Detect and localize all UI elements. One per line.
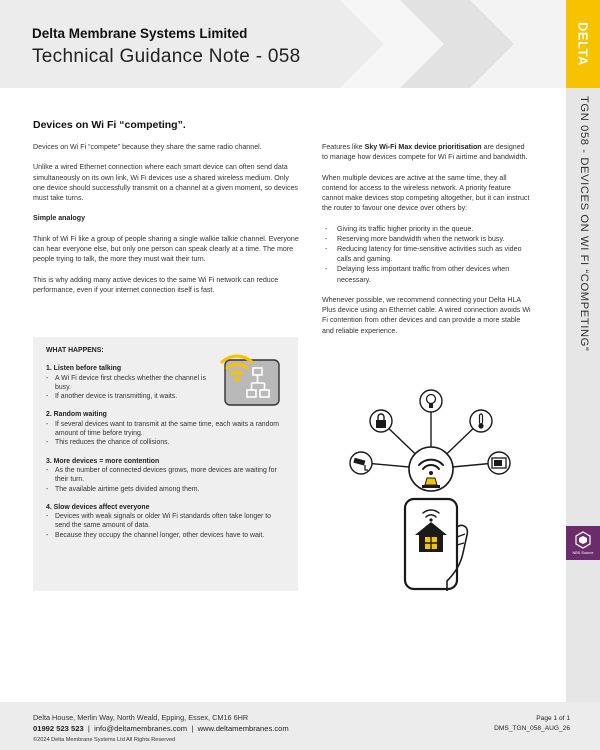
performance-paragraph: This is why adding many active devices to the same Wi Fi network can reduce performance, even if your internet connection itself is fast. (33, 275, 279, 294)
list-item: - Reducing latency for time-sensitive activities such as video calls and gaming. (325, 244, 532, 264)
step-4-list (46, 512, 285, 540)
step-2-list (46, 420, 285, 448)
step-4-title: 4. Slow devices affect everyone (46, 503, 150, 511)
step-3-list (46, 466, 285, 494)
footer-separator: | (85, 724, 93, 733)
step-3-title: 3. More devices = more contention (46, 457, 160, 465)
sidebar-vertical-text: TGN 058 - DEVICES ON WI FI “COMPETING” (578, 96, 590, 352)
list-item: - As the number of connected devices grows, more devices are waiting for their turn. (46, 466, 285, 485)
step-1-title: 1. Listen before talking (46, 365, 122, 373)
list-item: - If several devices want to transmit at the same time, each waits a random amount of time before trying. (46, 420, 285, 439)
microwave-device-icon (488, 452, 510, 474)
header-chevron-decoration (0, 0, 566, 88)
list-item: - This reduces the chance of collisions. (46, 438, 285, 447)
list-item: - If another device is transmitting, it waits. (46, 392, 206, 401)
contention-paragraph: When multiple devices are active at the same time, they all contend for access to the wireless network. A priority feature cannot make devices stop competing altogether, but it can instruct the router to favour one device over others by: (322, 173, 530, 213)
delta-logo (566, 0, 600, 88)
wifi-network-icon (219, 348, 281, 407)
list-item: - Delaying less important traffic from other devices when necessary. (325, 264, 532, 284)
footer (0, 702, 600, 750)
footer-email-link[interactable]: info@deltamembranes.com (94, 724, 188, 733)
document-reference: DMS_TGN_058_AUG_26 (494, 725, 570, 732)
smartphone-icon (405, 499, 467, 591)
footer-contact-line (33, 724, 289, 733)
section-title: Devices on Wi Fi “competing”. (33, 119, 186, 131)
company-name: Delta Membrane Systems Limited (32, 26, 248, 41)
nbs-badge-label: NBS Source (572, 551, 594, 555)
document-title: Technical Guidance Note - 058 (32, 46, 301, 67)
nbs-source-badge[interactable] (566, 526, 600, 560)
central-wifi-hub-icon (409, 447, 453, 491)
footer-address: Delta House, Merlin Way, North Weald, Epping, Essex, CM16 6HR (33, 713, 249, 722)
priority-feature-list (322, 224, 532, 285)
list-item: - Reserving more bandwidth when the network is busy. (325, 234, 532, 244)
delta-logo-text: DELTA (575, 22, 591, 66)
simple-analogy-heading: Simple analogy (33, 214, 86, 223)
list-item: - Devices with weak signals or older Wi Fi standards often take longer to send the same amount of data. (46, 512, 285, 531)
prioritisation-text-pre: Features like (322, 143, 365, 151)
list-item: - Giving its traffic higher priority in the queue. (325, 224, 532, 234)
intro-paragraph: Devices on Wi Fi “compete” because they share the same radio channel. (33, 143, 262, 151)
smart-home-diagram (343, 377, 519, 592)
thermometer-device-icon (470, 410, 492, 432)
sidebar-vertical-title (566, 96, 600, 396)
lock-device-icon (370, 410, 392, 432)
ethernet-comparison-paragraph: Unlike a wired Ethernet connection where each smart device can often send data simultaneously on its own link, Wi Fi devices use a shared wireless medium. Only one device should successfully transmit on a channel at a given moment, so devices must take turns. (33, 163, 298, 202)
prioritisation-text-post: are designed to manage how devices compete for Wi Fi airtime and bandwidth. (322, 143, 528, 162)
footer-separator: | (189, 724, 196, 733)
sky-feature-name: Sky Wi-Fi Max device prioritisation (364, 143, 482, 151)
page-number: Page 1 of 1 (536, 715, 570, 722)
ethernet-recommendation-paragraph: Whenever possible, we recommend connecting your Delta HLA Plus device using an Ethernet cable. A wired connection avoids Wi Fi contention from other devices and can provide a more stable and reliable experience. (322, 296, 531, 335)
list-item: - A Wi Fi device first checks whether the channel is busy. (46, 374, 206, 393)
left-column (33, 142, 299, 305)
step-2-title: 2. Random waiting (46, 411, 107, 419)
prioritisation-paragraph (322, 142, 532, 162)
cctv-camera-device-icon (350, 452, 372, 474)
nbs-logo-icon (575, 531, 591, 549)
list-item: - The available airtime gets divided among them. (46, 485, 285, 494)
lightbulb-device-icon (420, 390, 442, 412)
footer-phone[interactable]: 01992 523 523 (33, 724, 84, 733)
footer-copyright: ©2024 Delta Membrane Systems Ltd All Rights Reserved (33, 737, 176, 743)
what-happens-title: WHAT HAPPENS: (46, 347, 104, 354)
header-band (0, 0, 566, 88)
footer-website-link[interactable]: www.deltamembranes.com (197, 724, 289, 733)
analogy-paragraph: Think of Wi Fi like a group of people sharing a single walkie talkie channel. Everyone can hear everyone else, but only one person can speak clearly at a time. The more people trying to talk, the more they must wait their turn. (33, 234, 299, 264)
list-item: - Because they occupy the channel longer, other devices have to wait. (46, 531, 285, 540)
right-column (322, 142, 532, 346)
